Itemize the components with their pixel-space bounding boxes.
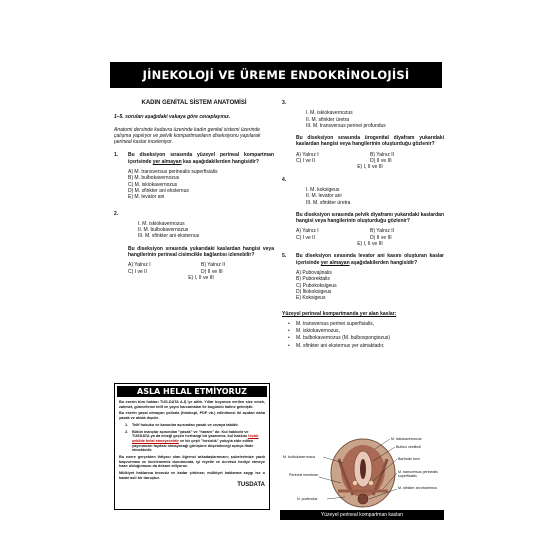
roman-item: I. M. iskiokavernozus — [138, 220, 185, 227]
roman-item: III. M. transversus perinei profundus — [306, 122, 386, 129]
figure-label: Bulbus vestibuli — [396, 445, 421, 449]
figure-label: Bartholin bezi — [398, 457, 420, 461]
warning-paragraph: Bu eserin yasal olmayan yollarla (fotokopi, PDF vb.) edinilmesi iki açıdan daha yasak ve ahlak dışıdır. — [119, 411, 265, 421]
roman-item: I. M. koksigeus — [306, 186, 340, 193]
roman-item: II. M. sfinkter üretra — [306, 116, 350, 123]
option[interactable]: C) I ve II — [296, 158, 315, 165]
anatomy-item: • M. transversus perinei superfisialis, — [288, 320, 375, 327]
option[interactable]: E) I, II ve III — [357, 164, 383, 171]
option[interactable]: D) II ve III — [370, 158, 392, 165]
option[interactable]: B) Puborektalis — [296, 276, 330, 283]
anatomy-item: • M. sfinkter ani eksternus yer almaktadır. — [288, 342, 385, 349]
warning-paragraph: Bu eserin tüm hakları TUS-DATA A.Ş.'ye aittir. Yıllar boyunca verilen size emek, zahmet, güncelleme telif ve yayın harcamaları ile bugünkü haline gelmiştir. — [119, 400, 265, 409]
question-3 — [282, 100, 444, 106]
figure-label: M. iskiokavernozus — [391, 437, 422, 441]
question-number: 1. — [114, 152, 119, 159]
figure-label: N. pudendus — [297, 497, 318, 501]
option[interactable]: D) İliokoksigeus — [296, 288, 332, 295]
figure-label: M. sfinkter ani eksternus — [398, 486, 437, 490]
right-column — [282, 100, 444, 350]
warning-title: ASLA HELAL ETMİYORUZ — [117, 386, 267, 397]
question-number: 4. — [282, 176, 287, 183]
figure-caption: Yüzeyel perineal kompartman kasları — [280, 510, 444, 520]
question-1 — [114, 152, 274, 165]
options-grid — [296, 152, 444, 165]
figure-label: M. bulbokavernozus — [283, 455, 316, 459]
brand-logo-text: TUSDATA — [237, 481, 265, 488]
roman-item: I. M. iskiokavernozus — [306, 110, 353, 117]
option[interactable]: D) II ve III — [201, 268, 223, 275]
copyright-warning-box — [114, 383, 270, 510]
option[interactable]: A) M. transversus perinealis superfisialis — [128, 169, 218, 176]
question-stem: Bu diseksiyon sırasında yüzeyel perineal kompartman içerisinde yer almayan kas aşağıdakilerden hangisidir? — [128, 152, 274, 165]
perineum-illustration — [283, 433, 443, 513]
option[interactable]: E) I, II ve III — [357, 241, 383, 248]
warning-paragraph: Bu esere gerçekten ihtiyacı olan öğrenci arkadaşlarımızın; şubelerimize yazılı başvurması ve incelememiz durumunda, iyi niyetle ve ücretsiz hediye etmeye hazır olduğumuzu da dekare ediyoruz. — [119, 455, 265, 469]
question-stem: Bu diseksiyon sırasında pelvik diyaframı yukarıdaki kaslardan hangisi veya hangilerinin oluşturduğu gözlenir? — [296, 211, 444, 225]
question-number: 3. — [282, 100, 287, 106]
options-grid — [296, 228, 444, 241]
option[interactable]: D) II ve III — [370, 234, 392, 241]
question-stem: Bu diseksiyon sırasında levator ani kasını oluşturan kaslar içerisinde yer almayan aşağıdakilerden hangisidir? — [296, 253, 444, 266]
warning-point: 2. Bütün inançlar açısından "yasak" ve "haram" dır. Kul hakkıdır ve TUSDATA ya da emeği geçen herhangi bir yazarımız, kul hakkını hiçbir şekilde helal etmeyecektir ve bir çeşit "hırsızlık" yoluyla elde edilen yayınımızın faydası olmayacağı görüşüne düşebileceği açıkça ifade etmektedir. — [125, 429, 259, 453]
case-text: Anatomi dersinde kadavra üzerinde kadın genital sistemi üzerinde çalışma yapılıyor ve pelvik kompartmanların diseksiyonu yapılarak perineal kaslar inceleniyor. — [114, 126, 261, 146]
question-4 — [282, 177, 444, 183]
option[interactable]: A) Pubovajinalis — [296, 269, 332, 276]
instruction-text: 1–5. soruları aşağıdaki vakaya göre cevaplayınız. — [114, 114, 231, 121]
warning-point: 1. Telif hukuku ve kanunlar açısından yasak ve cezaya tabidir. — [125, 422, 239, 427]
question-4-stem — [282, 212, 444, 225]
option[interactable]: C) I ve II — [296, 234, 315, 241]
anatomy-item: • M. iskiokavernozus, — [288, 328, 340, 335]
anatomy-item: • M. bulbokavernozus (M. bulbospongiozus) — [288, 335, 390, 342]
option[interactable]: C) I ve II — [128, 268, 147, 275]
options-grid — [128, 262, 274, 275]
question-5 — [282, 253, 444, 266]
option[interactable]: A) Yalnız I — [128, 262, 151, 269]
question-2-stem — [114, 246, 274, 259]
option[interactable]: E) M. levator ani — [128, 194, 165, 201]
option[interactable]: B) Yalnız II — [370, 151, 394, 158]
option[interactable]: E) Koksigeus — [296, 295, 326, 302]
highlight-text: hiçbir şekilde helal etmeyecektir — [132, 434, 259, 443]
warning-paragraph: Mülkiyet haklarına tecavüz ve kadar çirkinse; mülkiyet haklarına saygı ise o kadar asil bir duruştur. — [119, 471, 265, 480]
option[interactable]: B) Yalnız II — [370, 228, 394, 235]
question-3-stem — [282, 135, 444, 148]
option[interactable]: C) M. iskiokavernozus — [128, 181, 178, 188]
question-number: 5. — [282, 253, 287, 260]
question-number: 2. — [114, 210, 119, 217]
figure-label: M. transversus perinealis superfisialis — [398, 470, 438, 478]
option[interactable]: A) Yalnız I — [296, 151, 319, 158]
roman-item: III. M. sfinkter ani eksternus — [138, 233, 200, 240]
section-title: KADIN GENİTAL SİSTEM ANATOMİSİ — [141, 100, 247, 106]
option[interactable]: C) Pubokoksigeus — [296, 282, 337, 289]
figure-label: Perineal membran — [289, 473, 319, 477]
roman-item: III. M. sfinkter üretra — [306, 199, 351, 206]
anatomy-title: Yüzeyel perineal kompartmanda yer alan kaslar: — [282, 311, 397, 318]
exam-page — [100, 50, 450, 520]
question-stem: Bu diseksiyon sırasında yukarıdaki kaslardan hangisi veya hangilerinin perineal cisimcikle bağlantısı izlenebilir? — [128, 245, 274, 259]
roman-item: II. M. bulbokavernozus — [138, 227, 189, 234]
option[interactable]: A) Yalnız I — [296, 228, 319, 235]
option[interactable]: E) I, II ve III — [188, 274, 214, 281]
roman-item: II. M. levator ani — [306, 193, 342, 200]
option[interactable]: D) M. sfinkter ani eksternus — [128, 187, 189, 194]
question-2 — [114, 211, 274, 217]
left-column — [114, 100, 274, 281]
option[interactable]: B) Yalnız II — [201, 262, 225, 269]
option[interactable]: B) M. bulbokavernozus — [128, 175, 180, 182]
question-stem: Bu diseksiyon sırasında ürogenital diyafram yukarıdaki kaslardan hangisi veya hangilerinin oluşturduğu gözlenir? — [296, 135, 444, 148]
chapter-banner: JİNEKOLOJİ VE ÜREME ENDOKRİNOLOJİSİ — [110, 62, 442, 88]
